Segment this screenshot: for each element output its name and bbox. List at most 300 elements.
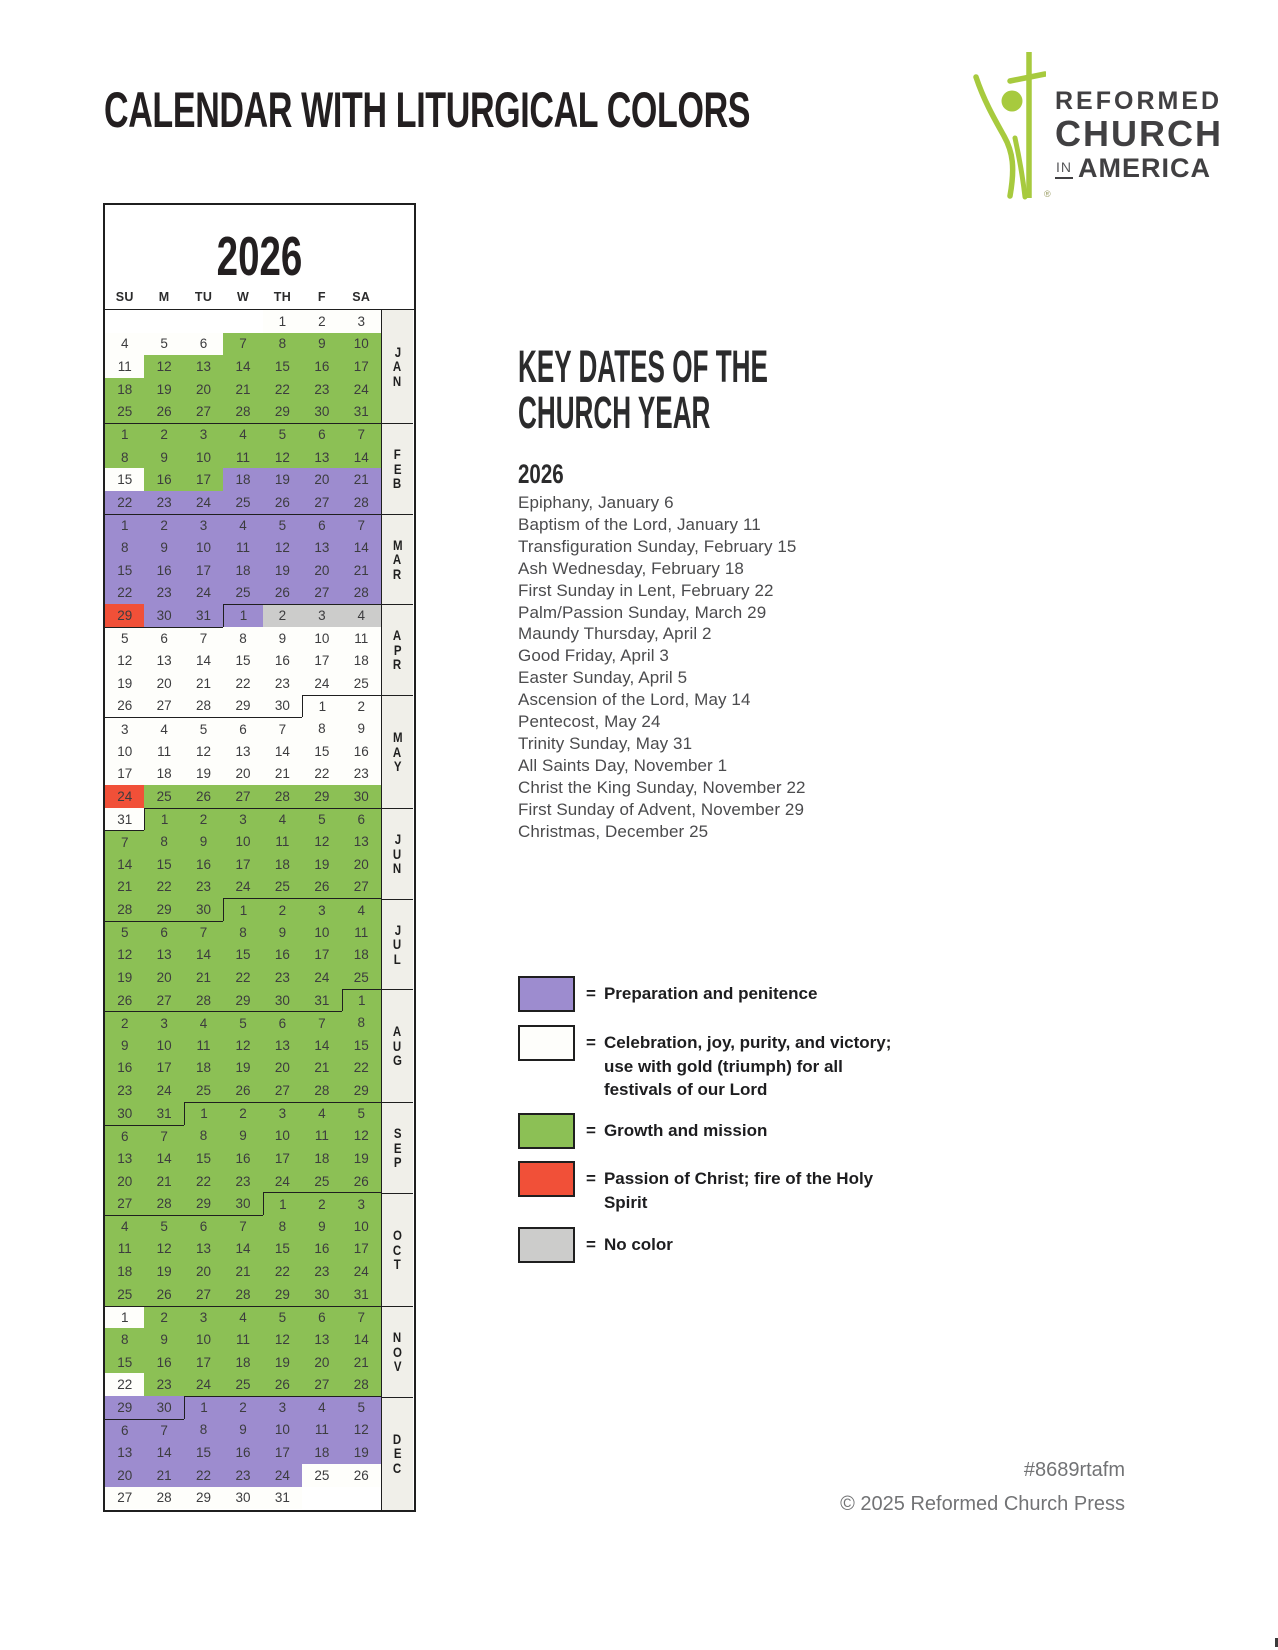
day-cell: 15 — [263, 1238, 302, 1261]
day-cell: 31 — [144, 1102, 183, 1125]
day-cell: 31 — [105, 808, 144, 831]
day-cell: 8 — [105, 1328, 144, 1351]
day-cell: 6 — [184, 1215, 223, 1238]
footer-copyright: © 2025 Reformed Church Press — [840, 1493, 1125, 1515]
day-cell: 14 — [342, 446, 381, 469]
day-cell: 5 — [263, 1306, 302, 1329]
day-cell: 10 — [144, 1034, 183, 1057]
day-cell: 3 — [302, 604, 341, 627]
key-date-item: Epiphany, January 6 — [518, 493, 674, 512]
day-cell: 26 — [105, 695, 144, 718]
day-cell: 19 — [342, 1441, 381, 1464]
day-cell: 18 — [144, 763, 183, 786]
day-cell: 10 — [342, 1215, 381, 1238]
day-cell: 4 — [223, 514, 262, 537]
day-cell: 17 — [263, 1441, 302, 1464]
day-cell: 6 — [263, 1011, 302, 1034]
day-cell: 9 — [144, 536, 183, 559]
day-cell: 5 — [105, 627, 144, 650]
day-cell: 11 — [342, 627, 381, 650]
day-cell: 30 — [302, 401, 341, 424]
day-cell: 20 — [302, 1351, 341, 1374]
day-cell: 22 — [223, 672, 262, 695]
day-cell: 15 — [105, 1351, 144, 1374]
day-cell: 20 — [302, 559, 341, 582]
day-cell: 30 — [263, 989, 302, 1012]
day-cell: 12 — [105, 649, 144, 672]
day-cell: 16 — [302, 1238, 341, 1261]
day-cell: 1 — [105, 514, 144, 537]
day-cell: 28 — [144, 1192, 183, 1215]
day-cell: 4 — [105, 1215, 144, 1238]
day-cell: 15 — [302, 740, 341, 763]
day-cell: 28 — [302, 1079, 341, 1102]
logo-in-label: IN — [1055, 160, 1073, 179]
day-cell: 5 — [144, 333, 183, 356]
day-cell: 23 — [223, 1464, 262, 1487]
day-cell: 22 — [263, 1260, 302, 1283]
day-cell: 3 — [105, 717, 144, 740]
day-cell: 11 — [342, 921, 381, 944]
day-cell: 20 — [263, 1057, 302, 1080]
day-cell: 23 — [184, 876, 223, 899]
day-cell: 22 — [105, 1373, 144, 1396]
day-cell: 6 — [144, 627, 183, 650]
day-cell: 12 — [223, 1034, 262, 1057]
key-dates-title-line2: CHURCH YEAR — [518, 387, 711, 438]
day-cell: 27 — [223, 785, 262, 808]
calendar-day-headers — [105, 290, 381, 304]
day-cell: 6 — [302, 514, 341, 537]
day-cell: 22 — [263, 378, 302, 401]
month-label-may: M A Y — [382, 695, 413, 808]
day-cell: 24 — [223, 876, 262, 899]
day-cell: 10 — [184, 1328, 223, 1351]
day-cell: 31 — [302, 989, 341, 1012]
day-cell: 30 — [144, 604, 183, 627]
day-cell: 16 — [263, 649, 302, 672]
day-cell: 30 — [342, 785, 381, 808]
day-cell: 11 — [263, 830, 302, 853]
day-cell: 19 — [263, 1351, 302, 1374]
day-cell: 9 — [302, 333, 341, 356]
day-cell: 29 — [263, 401, 302, 424]
day-cell: 30 — [302, 1283, 341, 1306]
day-cell: 14 — [144, 1147, 183, 1170]
day-cell: 13 — [342, 830, 381, 853]
day-cell: 16 — [223, 1441, 262, 1464]
day-cell: 10 — [302, 627, 341, 650]
day-cell: 5 — [144, 1215, 183, 1238]
day-cell: 21 — [223, 1260, 262, 1283]
day-cell: 29 — [105, 1396, 144, 1419]
day-cell: 30 — [223, 1192, 262, 1215]
day-cell: 16 — [184, 853, 223, 876]
legend-item — [518, 1113, 896, 1149]
day-cell: 14 — [144, 1441, 183, 1464]
day-cell: 12 — [184, 740, 223, 763]
day-cell: 20 — [184, 1260, 223, 1283]
day-cell: 23 — [144, 491, 183, 514]
day-cell: 21 — [184, 966, 223, 989]
calendar-month-column — [381, 310, 413, 1510]
day-cell: 4 — [223, 423, 262, 446]
day-cell: 13 — [184, 1238, 223, 1261]
day-cell: 14 — [342, 1328, 381, 1351]
day-cell: 25 — [302, 1170, 341, 1193]
day-cell: 21 — [105, 876, 144, 899]
day-cell: 27 — [302, 491, 341, 514]
day-cell: 9 — [144, 1328, 183, 1351]
day-cell: 24 — [342, 378, 381, 401]
day-cell: 17 — [302, 649, 341, 672]
calendar-year-title: 2026 — [216, 225, 303, 287]
day-cell: 19 — [302, 853, 341, 876]
day-cell: 24 — [184, 491, 223, 514]
day-cell: 24 — [184, 1373, 223, 1396]
day-cell: 12 — [263, 536, 302, 559]
day-cell: 9 — [223, 1419, 262, 1442]
key-date-item: Transfiguration Sunday, February 15 — [518, 536, 797, 556]
day-cell: 1 — [342, 989, 381, 1012]
day-cell: 8 — [105, 536, 144, 559]
day-cell: 17 — [184, 559, 223, 582]
month-label-oct: O C T — [382, 1193, 413, 1306]
day-cell: 15 — [263, 355, 302, 378]
logo-line-in-america — [1055, 155, 1223, 182]
day-cell: 17 — [342, 355, 381, 378]
day-cell: 26 — [144, 401, 183, 424]
day-cell: 17 — [223, 853, 262, 876]
day-cell: 7 — [302, 1011, 341, 1034]
day-cell: 17 — [184, 1351, 223, 1374]
day-cell: 10 — [184, 536, 223, 559]
day-cell: 28 — [263, 785, 302, 808]
month-label-nov: N O V — [382, 1306, 413, 1397]
day-cell: 4 — [105, 333, 144, 356]
key-date-item: Ascension of the Lord, May 14 — [518, 690, 751, 710]
legend-label: = Preparation and penitence — [586, 984, 818, 1003]
legend-swatch-r — [518, 1161, 575, 1197]
day-cell: 5 — [263, 514, 302, 537]
day-cell: 13 — [302, 1328, 341, 1351]
day-cell: 6 — [302, 423, 341, 446]
day-cell: 15 — [223, 944, 262, 967]
day-cell: 20 — [144, 672, 183, 695]
day-cell: 20 — [184, 378, 223, 401]
legend-item — [518, 1227, 896, 1263]
day-cell: 9 — [263, 921, 302, 944]
day-cell: 16 — [144, 559, 183, 582]
day-cell: 5 — [263, 423, 302, 446]
day-cell: 2 — [302, 1192, 341, 1215]
day-cell: 8 — [342, 1011, 381, 1034]
day-header: SU — [115, 290, 134, 304]
month-label-jul: J U L — [382, 899, 413, 990]
day-cell: 25 — [263, 876, 302, 899]
day-cell: 31 — [342, 401, 381, 424]
day-cell: 29 — [223, 695, 262, 718]
day-cell: 27 — [263, 1079, 302, 1102]
day-cell: 18 — [105, 1260, 144, 1283]
day-cell: 18 — [223, 1351, 262, 1374]
day-cell: 13 — [302, 446, 341, 469]
day-cell: 1 — [105, 1306, 144, 1329]
month-label-feb: F E B — [382, 423, 413, 514]
day-cell: 14 — [184, 649, 223, 672]
calendar-grid — [105, 310, 381, 1510]
registered-mark: ® — [1044, 189, 1051, 199]
day-cell: 23 — [263, 672, 302, 695]
day-cell: 25 — [184, 1079, 223, 1102]
day-cell: 20 — [223, 763, 262, 786]
day-cell: 17 — [184, 468, 223, 491]
day-cell: 11 — [223, 536, 262, 559]
day-cell: 15 — [105, 559, 144, 582]
day-cell: 3 — [184, 1306, 223, 1329]
day-cell: 13 — [184, 355, 223, 378]
day-cell: 30 — [223, 1487, 262, 1510]
day-cell: 21 — [263, 763, 302, 786]
day-cell: 24 — [105, 785, 144, 808]
month-label-aug: A U G — [382, 989, 413, 1102]
day-header: SA — [352, 290, 371, 304]
day-cell: 17 — [302, 944, 341, 967]
day-cell: 26 — [342, 1170, 381, 1193]
key-date-item: Pentecost, May 24 — [518, 712, 661, 732]
day-cell: 24 — [302, 966, 341, 989]
day-cell: 11 — [105, 355, 144, 378]
day-cell: 28 — [223, 1283, 262, 1306]
day-cell: 18 — [263, 853, 302, 876]
day-cell: 15 — [144, 853, 183, 876]
day-cell: 12 — [342, 1419, 381, 1442]
day-cell: 23 — [302, 1260, 341, 1283]
day-cell: 14 — [223, 1238, 262, 1261]
day-cell: 29 — [144, 898, 183, 921]
day-cell: 24 — [263, 1170, 302, 1193]
day-cell: 20 — [302, 468, 341, 491]
day-cell: 2 — [105, 1011, 144, 1034]
legend-swatch-g — [518, 1113, 575, 1149]
day-cell: 12 — [302, 830, 341, 853]
day-cell: 2 — [223, 1396, 262, 1419]
key-dates-list — [518, 492, 806, 843]
day-cell: 7 — [342, 1306, 381, 1329]
month-label-mar: M A R — [382, 514, 413, 605]
day-cell: 25 — [223, 1373, 262, 1396]
day-cell: 25 — [105, 1283, 144, 1306]
day-cell: 2 — [263, 604, 302, 627]
day-cell: 4 — [302, 1396, 341, 1419]
day-cell: 26 — [144, 1283, 183, 1306]
day-cell: 6 — [184, 333, 223, 356]
day-cell: 19 — [144, 378, 183, 401]
day-cell: 20 — [105, 1464, 144, 1487]
day-cell: 4 — [184, 1011, 223, 1034]
day-cell: 28 — [342, 491, 381, 514]
day-cell: 4 — [342, 604, 381, 627]
day-cell: 18 — [302, 1441, 341, 1464]
day-cell: 22 — [184, 1464, 223, 1487]
day-cell: 2 — [144, 514, 183, 537]
day-cell: 26 — [184, 785, 223, 808]
day-cell: 16 — [105, 1057, 144, 1080]
day-cell: 7 — [223, 333, 262, 356]
day-cell: 22 — [223, 966, 262, 989]
day-cell: 7 — [342, 423, 381, 446]
day-cell: 10 — [263, 1125, 302, 1148]
day-cell: 5 — [105, 921, 144, 944]
day-cell: 19 — [184, 763, 223, 786]
day-cell: 23 — [342, 763, 381, 786]
empty-cell — [144, 310, 183, 333]
day-cell: 2 — [144, 423, 183, 446]
page-title: CALENDAR WITH LITURGICAL COLORS — [104, 82, 751, 138]
day-cell: 19 — [342, 1147, 381, 1170]
day-cell: 18 — [105, 378, 144, 401]
day-cell: 19 — [263, 468, 302, 491]
key-date-item: Maundy Thursday, April 2 — [518, 624, 712, 644]
legend-item — [518, 1025, 896, 1102]
day-cell: 2 — [144, 1306, 183, 1329]
day-cell: 21 — [184, 672, 223, 695]
day-cell: 2 — [184, 808, 223, 831]
day-cell: 3 — [223, 808, 262, 831]
legend-swatch-w — [518, 1025, 575, 1061]
key-date-item: Palm/Passion Sunday, March 29 — [518, 602, 767, 622]
day-cell: 13 — [223, 740, 262, 763]
day-cell: 28 — [184, 989, 223, 1012]
day-cell: 9 — [342, 717, 381, 740]
key-dates-title-line1: KEY DATES OF THE — [518, 341, 768, 392]
day-cell: 30 — [184, 898, 223, 921]
key-date-item: Ash Wednesday, February 18 — [518, 558, 744, 578]
month-label-jan: J A N — [393, 343, 402, 389]
day-cell: 21 — [144, 1170, 183, 1193]
day-cell: 8 — [144, 830, 183, 853]
day-cell: 17 — [263, 1147, 302, 1170]
day-cell: 6 — [105, 1125, 144, 1148]
day-cell: 21 — [223, 378, 262, 401]
day-cell: 3 — [342, 1192, 381, 1215]
day-cell: 4 — [223, 1306, 262, 1329]
day-cell: 3 — [263, 1102, 302, 1125]
legend — [518, 976, 948, 1276]
month-label-jun: J U N — [382, 808, 413, 899]
day-cell: 12 — [144, 355, 183, 378]
day-cell: 9 — [105, 1034, 144, 1057]
key-date-item: Christ the King Sunday, November 22 — [518, 777, 806, 797]
day-cell: 26 — [223, 1079, 262, 1102]
day-cell: 27 — [302, 582, 341, 605]
day-cell: 14 — [263, 740, 302, 763]
footer-item-code: #8689rtafm — [1023, 1459, 1125, 1481]
day-cell: 6 — [223, 717, 262, 740]
day-cell: 20 — [144, 966, 183, 989]
day-cell: 2 — [342, 695, 381, 718]
day-cell: 29 — [184, 1192, 223, 1215]
day-cell: 12 — [144, 1238, 183, 1261]
day-cell: 4 — [342, 898, 381, 921]
day-cell: 30 — [105, 1102, 144, 1125]
legend-label: = Growth and mission — [586, 1121, 768, 1140]
day-cell: 18 — [342, 649, 381, 672]
day-cell: 13 — [144, 944, 183, 967]
day-cell: 26 — [302, 876, 341, 899]
day-cell: 3 — [302, 898, 341, 921]
legend-item — [518, 1161, 896, 1214]
key-dates-title — [518, 341, 768, 438]
day-cell: 4 — [302, 1102, 341, 1125]
day-cell: 28 — [342, 582, 381, 605]
day-cell: 10 — [302, 921, 341, 944]
day-cell: 1 — [263, 310, 302, 333]
day-cell: 13 — [302, 536, 341, 559]
day-cell: 27 — [184, 1283, 223, 1306]
day-cell: 27 — [184, 401, 223, 424]
footer — [840, 1453, 1125, 1521]
day-cell: 22 — [105, 582, 144, 605]
day-cell: 16 — [144, 468, 183, 491]
day-cell: 31 — [342, 1283, 381, 1306]
month-label-apr: A P R — [382, 604, 413, 695]
day-cell: 28 — [144, 1487, 183, 1510]
key-dates-year: 2026 — [518, 459, 564, 489]
day-cell: 8 — [105, 446, 144, 469]
day-cell: 8 — [223, 921, 262, 944]
day-cell: 12 — [263, 446, 302, 469]
day-cell: 5 — [342, 1396, 381, 1419]
day-cell: 10 — [223, 830, 262, 853]
day-cell: 11 — [223, 1328, 262, 1351]
day-cell: 29 — [223, 989, 262, 1012]
day-cell: 2 — [263, 898, 302, 921]
day-cell: 23 — [144, 582, 183, 605]
key-date-item: First Sunday of Advent, November 29 — [518, 799, 805, 819]
day-cell: 30 — [144, 1396, 183, 1419]
day-cell: 11 — [302, 1125, 341, 1148]
day-cell: 23 — [105, 1079, 144, 1102]
day-cell: 24 — [302, 672, 341, 695]
day-cell: 12 — [105, 944, 144, 967]
day-cell: 9 — [184, 830, 223, 853]
day-cell: 10 — [342, 333, 381, 356]
day-cell: 10 — [263, 1419, 302, 1442]
day-cell: 22 — [105, 491, 144, 514]
day-cell: 26 — [105, 989, 144, 1012]
day-cell: 21 — [342, 559, 381, 582]
day-cell: 8 — [302, 717, 341, 740]
day-cell: 19 — [223, 1057, 262, 1080]
day-cell: 18 — [302, 1147, 341, 1170]
day-cell: 25 — [342, 672, 381, 695]
day-cell: 22 — [184, 1170, 223, 1193]
day-cell: 7 — [105, 830, 144, 853]
day-cell: 27 — [342, 876, 381, 899]
legend-label: = Passion of Christ; fire of the Holy Spirit — [586, 1169, 874, 1212]
day-cell: 19 — [105, 966, 144, 989]
day-cell: 9 — [302, 1215, 341, 1238]
day-cell: 9 — [263, 627, 302, 650]
day-cell: 29 — [105, 604, 144, 627]
empty-cell — [105, 310, 144, 333]
key-date-item: First Sunday in Lent, February 22 — [518, 580, 774, 600]
day-cell: 6 — [302, 1306, 341, 1329]
day-cell: 7 — [144, 1125, 183, 1148]
day-cell: 6 — [144, 921, 183, 944]
key-date-item: Easter Sunday, April 5 — [518, 668, 688, 688]
